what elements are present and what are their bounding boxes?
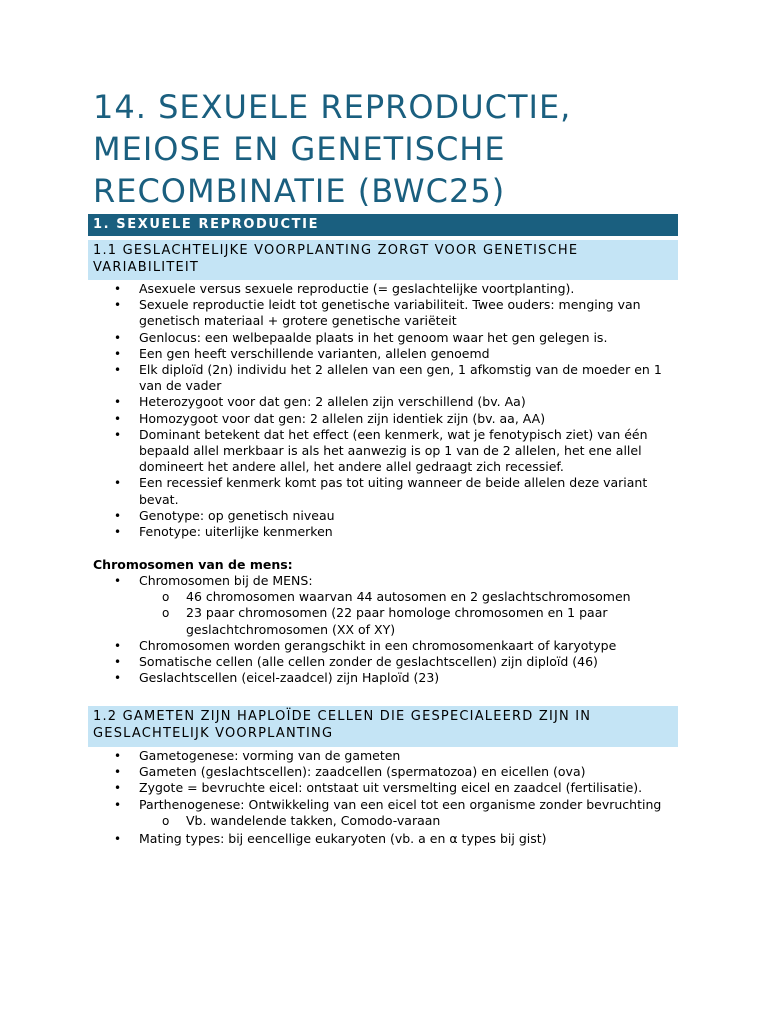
list-item: • Een recessief kenmerk komt pas tot uiting wanneer de beide allelen deze variant bevat.: [114, 475, 648, 507]
list-item: • Zygote = bevruchte eicel: ontstaat uit versmelting eicel en zaadcel (fertilisatie).: [114, 780, 643, 796]
list-item: • Een gen heeft verschillende varianten, allelen genoemd: [114, 345, 490, 361]
sub-list-item: o 23 paar chromosomen (22 paar homologe chromosomen en 1 paar geslachtchromosomen (XX of XY): [162, 605, 608, 637]
list-item: • Dominant betekent dat het effect (een kenmerk, wat je fenotypisch ziet) van één bepaald allel merkbaar is als het aanwezig is op 1 van de 2 allelen, het ene allel domineert het andere allel, het andere allel gedraagt zich recessief.: [114, 426, 648, 475]
sub-list-item: o Vb. wandelende takken, Comodo-varaan: [162, 812, 441, 828]
list-item: • Geslachtscellen (eicel-zaadcel) zijn Haploïd (23): [114, 670, 440, 686]
list-item: • Elk diploïd (2n) individu het 2 allelen van een gen, 1 afkomstig van de moeder en 1 van de vader: [114, 362, 662, 394]
list-item: • Chromosomen bij de MENS:: [114, 573, 313, 588]
subsection-heading-1-1: 1.1 GESLACHTELIJKE VOORPLANTING ZORGT VOOR GENETISCHE VARIABILITEIT: [88, 240, 678, 280]
list-item: • Heterozygoot voor dat gen: 2 allelen zijn verschillend (bv. Aa): [114, 394, 526, 410]
list-item: • Fenotype: uiterlijke kenmerken: [114, 524, 333, 540]
subsection-heading-1-2: 1.2 GAMETEN ZIJN HAPLOÏDE CELLEN DIE GESPECIALEERD ZIJN IN GESLACHTELIJK VOORPLANTING: [88, 706, 678, 747]
chromosomen-label: Chromosomen van de mens:: [93, 557, 293, 572]
list-1-1: [0, 281, 768, 540]
sub-list-item: o 46 chromosomen waarvan 44 autosomen en 2 geslachtschromosomen: [162, 589, 631, 605]
list-item: • Homozygoot voor dat gen: 2 allelen zijn identiek zijn (bv. aa, AA): [114, 410, 546, 426]
list-item: • Parthenogenese: Ontwikkeling van een eicel tot een organisme zonder bevruchting: [114, 796, 662, 812]
list-item: • Sexuele reproductie leidt tot genetische variabiliteit. Twee ouders: menging van genetisch materiaal + grotere genetische variëteit: [114, 297, 641, 329]
title-line-2: MEIOSE EN GENETISCHE: [93, 130, 506, 168]
page-title: [93, 86, 693, 212]
list-item: • Genotype: op genetisch niveau: [114, 507, 335, 523]
title-line-3: RECOMBINATIE (BWC25): [93, 172, 506, 210]
section-heading-1: 1. SEXUELE REPRODUCTIE: [88, 214, 678, 236]
list-item: • Somatische cellen (alle cellen zonder de geslachtscellen) zijn diploïd (46): [114, 654, 598, 670]
list-item: • Genlocus: een welbepaalde plaats in het genoom waar het gen gelegen is.: [114, 329, 608, 345]
title-line-1: 14. SEXUELE REPRODUCTIE,: [93, 88, 572, 126]
list-item: • Mating types: bij eencellige eukaryoten (vb. a en α types bij gist): [114, 831, 547, 847]
list-item: • Gametogenese: vorming van de gameten: [114, 748, 401, 763]
list-1-2: [0, 748, 768, 847]
list-chromosomen: [0, 573, 768, 686]
list-item: • Chromosomen worden gerangschikt in een chromosomenkaart of karyotype: [114, 637, 617, 653]
list-item: • Gameten (geslachtscellen): zaadcellen (spermatozoa) en eicellen (ova): [114, 764, 586, 780]
list-item: • Asexuele versus sexuele reproductie (= geslachtelijke voortplanting).: [114, 281, 575, 296]
